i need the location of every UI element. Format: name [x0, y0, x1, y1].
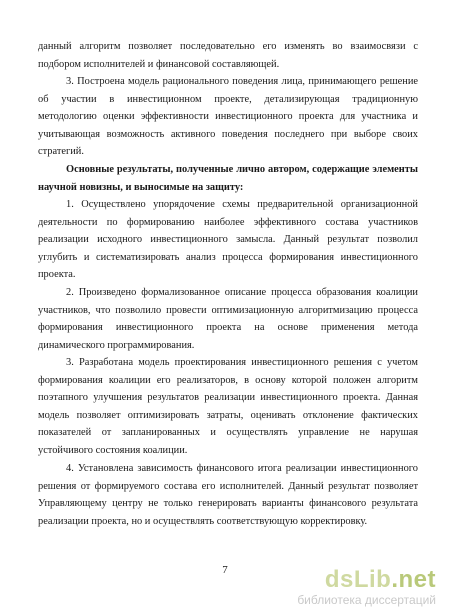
paragraph-result-1: 1. Осуществлено упорядочение схемы предварительной организационной деятельности по формированию наиболее эффективного состава участников реализации исходного инвестиционного замысла. Данный результат позволил углубить и систематизировать анализ процесса формирования инвестиционного проекта. — [38, 199, 418, 280]
paragraph-continuation: данный алгоритм позволяет последовательно его изменять во взаимосвязи с подбором исполнителей и финансовой составляющей. — [38, 41, 418, 70]
watermark-brand: dsLib.net — [324, 566, 436, 593]
paragraph-result-2: 2. Произведено формализованное описание процесса образования коалиции участников, что позволило провести оптимизационную алгоритмизацию процесса формирования инвестиционного проекта на основе применения метода динамического программирования. — [38, 287, 418, 351]
page-number: 7 — [222, 564, 228, 576]
paragraph-result-4: 4. Установлена зависимость финансового итога реализации инвестиционного решения от формируемого состава его исполнителей. Данный результат позволяет Управляющему центру не только генерировать варианты финансового результата реализации проекта, но и осуществлять соответствующую корректировку. — [38, 463, 418, 527]
paragraph-result-3: 3. Разработана модель проектирования инвестиционного решения с учетом формирования коалиции его реализаторов, в основу которой положен алгоритм поэтапного улучшения результатов реализации инвестиционного проекта. Данная модель позволяет оптимизировать затраты, оценивать отклонение фактических показателей от запланированных и осуществлять управление не нарушая устойчивого состояния коалиции. — [38, 357, 418, 456]
paragraph-item-3-model: 3. Построена модель рационального поведения лица, принимающего решение об участии в инвестиционном проекте, детализирующая традиционную методологию оценки эффективности инвестиционного проекта для участника и учитывающая возможность активного поведения последнего при выборе своих стратегий. — [38, 76, 418, 157]
section-heading-results: Основные результаты, полученные лично автором, содержащие элементы научной новизны, и выносимые на защиту: — [38, 164, 418, 193]
watermark-logo — [297, 568, 436, 606]
watermark-subtitle: библиотека диссертаций — [297, 593, 436, 607]
